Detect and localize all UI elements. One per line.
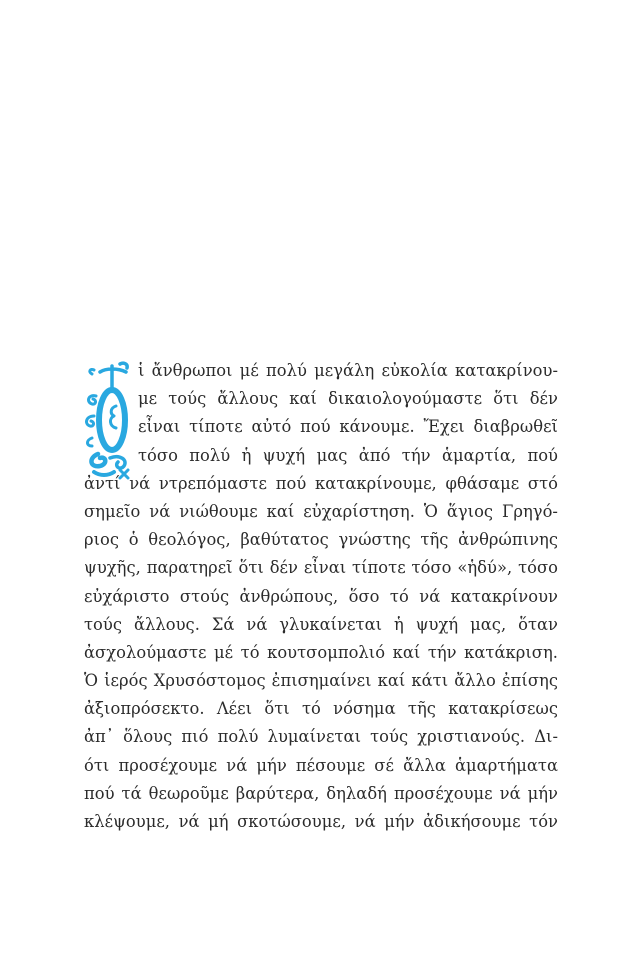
text-line: εἶναι τίποτε αὐτό πού κάνουμε. Ἔχει διαβρωθεῖ [138, 417, 558, 437]
text-line: κλέψουμε, νά μή σκοτώσουμε, νά μήν ἀδικήσουμε τόν [84, 812, 558, 831]
body-text [84, 357, 558, 836]
text-line: ἀξιοπρόσεκτο. Λέει ὅτι τό νόσημα τῆς κατακρίσεως [84, 699, 558, 719]
text-line: πού τά θεωροῦμε βαρύτερα, δηλαδή προσέχουμε νά μήν [84, 783, 558, 803]
text-line: ἀπ᾽ ὅλους πιό πολύ λυμαίνεται τούς χριστιανούς. Δι- [84, 727, 558, 747]
text-line: ἀντί νά ντρεπόμαστε πού κατακρίνουμε, φθάσαμε στό [84, 473, 558, 493]
text-line: ἀσχολούμαστε μέ τό κουτσομπολιό καί τήν κατάκριση. [84, 642, 558, 662]
text-line: τούς ἄλλους. Σά νά γλυκαίνεται ἡ ψυχή μας, ὅταν [84, 614, 558, 634]
text-line: Ὁ ἱερός Χρυσόστομος ἐπισημαίνει καί κάτι ἄλλο ἐπίσης [84, 671, 558, 691]
text-line: ριος ὁ θεολόγος, βαθύτατος γνώστης τῆς ἀνθρώπινης [84, 530, 558, 550]
text-line: ἱ ἄνθρωποι μέ πολύ μεγάλη εὐκολία κατακρίνου- [138, 361, 558, 380]
text-line: με τούς ἄλλους καί δικαιολογούμαστε ὅτι δέν [138, 389, 558, 409]
text-line: σημεῖο νά νιώθουμε καί εὐχαρίστηση. Ὁ ἅγιος Γρηγό- [84, 501, 558, 521]
text-line: τόσο πολύ ἡ ψυχή μας ἀπό τήν ἁμαρτία, πού [138, 445, 558, 465]
text-line: ψυχῆς, παρατηρεῖ ὅτι δέν εἶναι τίποτε τόσο «ἡδύ», τόσο [84, 558, 558, 578]
text-line: ότι προσέχουμε νά μήν πέσουμε σέ ἄλλα ἁμαρτήματα [84, 755, 558, 775]
text-line: εὐχάριστο στούς ἀνθρώπους, ὅσο τό νά κατακρίνουν [84, 586, 558, 606]
